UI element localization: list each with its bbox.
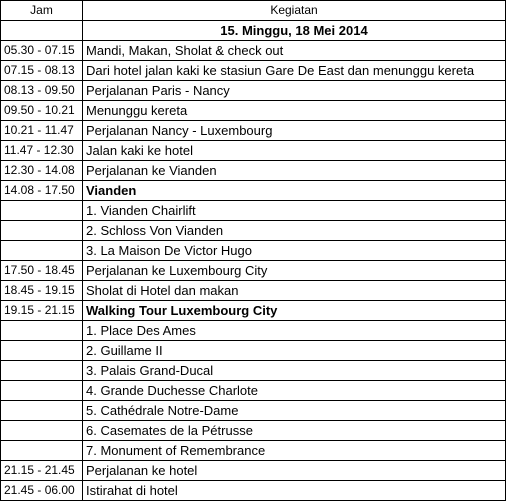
activity-cell: Sholat di Hotel dan makan — [83, 281, 506, 301]
activity-cell: 1. Place Des Ames — [83, 321, 506, 341]
table-row — [1, 321, 506, 341]
table-row — [1, 161, 506, 181]
table-row — [1, 421, 506, 441]
activity-cell: Menunggu kereta — [83, 101, 506, 121]
time-cell: 08.13 - 09.50 — [1, 81, 83, 101]
table-row — [1, 281, 506, 301]
time-cell — [1, 221, 83, 241]
time-cell: 19.15 - 21.15 — [1, 301, 83, 321]
table-row — [1, 61, 506, 81]
activity-cell: 2. Guillame II — [83, 341, 506, 361]
time-cell — [1, 401, 83, 421]
header-kegiatan: Kegiatan — [83, 1, 506, 21]
activity-cell: 4. Grande Duchesse Charlote — [83, 381, 506, 401]
time-cell: 07.15 - 08.13 — [1, 61, 83, 81]
time-cell — [1, 341, 83, 361]
activity-cell: Istirahat di hotel — [83, 481, 506, 501]
table-row — [1, 141, 506, 161]
table-row — [1, 241, 506, 261]
table-row — [1, 341, 506, 361]
time-cell — [1, 361, 83, 381]
table-row — [1, 381, 506, 401]
time-cell: 11.47 - 12.30 — [1, 141, 83, 161]
time-cell: 05.30 - 07.15 — [1, 41, 83, 61]
table-row — [1, 261, 506, 281]
day-title: 15. Minggu, 18 Mei 2014 — [83, 21, 506, 41]
activity-cell: Vianden — [83, 181, 506, 201]
table-row — [1, 481, 506, 501]
time-cell: 21.15 - 21.45 — [1, 461, 83, 481]
table-row — [1, 441, 506, 461]
activity-cell: Walking Tour Luxembourg City — [83, 301, 506, 321]
time-cell: 12.30 - 14.08 — [1, 161, 83, 181]
activity-cell: Perjalanan Nancy - Luxembourg — [83, 121, 506, 141]
time-cell — [1, 321, 83, 341]
activity-cell: Dari hotel jalan kaki ke stasiun Gare De East dan menunggu kereta — [83, 61, 506, 81]
activity-cell: 5. Cathédrale Notre-Dame — [83, 401, 506, 421]
schedule-body — [1, 1, 506, 501]
table-row — [1, 181, 506, 201]
table-row — [1, 361, 506, 381]
activity-cell: Perjalanan Paris - Nancy — [83, 81, 506, 101]
time-cell: 14.08 - 17.50 — [1, 181, 83, 201]
table-row — [1, 101, 506, 121]
table-row — [1, 121, 506, 141]
time-cell — [1, 201, 83, 221]
day-row — [1, 21, 506, 41]
activity-cell: Jalan kaki ke hotel — [83, 141, 506, 161]
activity-cell: Perjalanan ke hotel — [83, 461, 506, 481]
table-row — [1, 401, 506, 421]
table-row — [1, 461, 506, 481]
time-cell: 21.45 - 06.00 — [1, 481, 83, 501]
activity-cell: 7. Monument of Remembrance — [83, 441, 506, 461]
time-cell — [1, 441, 83, 461]
activity-cell: Mandi, Makan, Sholat & check out — [83, 41, 506, 61]
activity-cell: 2. Schloss Von Vianden — [83, 221, 506, 241]
time-cell: 18.45 - 19.15 — [1, 281, 83, 301]
table-row — [1, 221, 506, 241]
time-cell — [1, 241, 83, 261]
table-row — [1, 41, 506, 61]
time-cell: 10.21 - 11.47 — [1, 121, 83, 141]
activity-cell: 6. Casemates de la Pétrusse — [83, 421, 506, 441]
time-cell — [1, 421, 83, 441]
header-row — [1, 1, 506, 21]
table-row — [1, 301, 506, 321]
table-row — [1, 201, 506, 221]
activity-cell: Perjalanan ke Vianden — [83, 161, 506, 181]
header-jam: Jam — [1, 1, 83, 21]
day-jam-empty — [1, 21, 83, 41]
activity-cell: 3. La Maison De Victor Hugo — [83, 241, 506, 261]
time-cell: 17.50 - 18.45 — [1, 261, 83, 281]
time-cell: 09.50 - 10.21 — [1, 101, 83, 121]
table-row — [1, 81, 506, 101]
activity-cell: Perjalanan ke Luxembourg City — [83, 261, 506, 281]
activity-cell: 1. Vianden Chairlift — [83, 201, 506, 221]
time-cell — [1, 381, 83, 401]
activity-cell: 3. Palais Grand-Ducal — [83, 361, 506, 381]
